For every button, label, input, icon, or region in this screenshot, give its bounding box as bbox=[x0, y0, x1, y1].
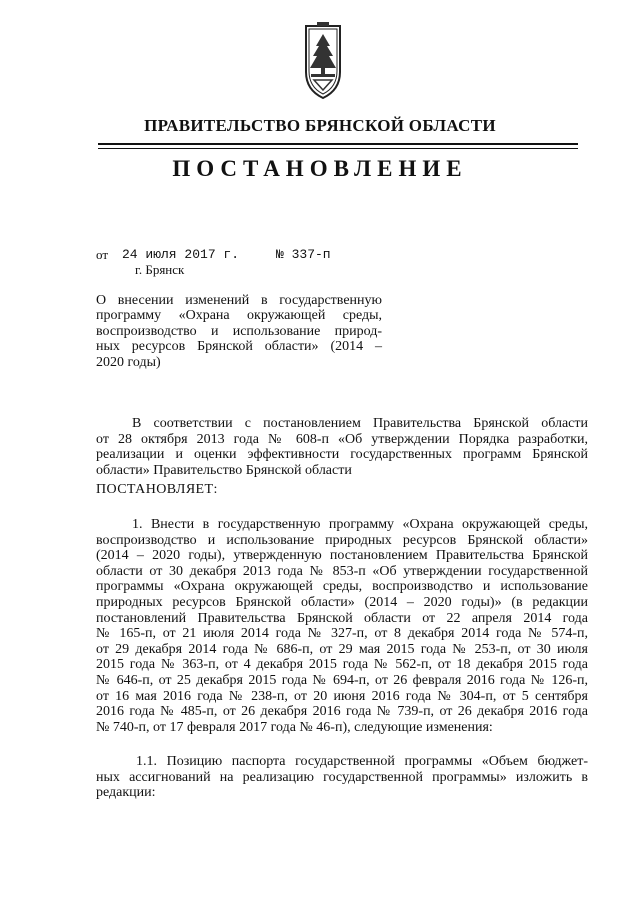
subject-line: О внесении изменений в государственную bbox=[96, 293, 382, 308]
document-date: 24 июля 2017 г. bbox=[122, 247, 240, 262]
item-1-1-paragraph bbox=[96, 754, 588, 801]
paragraph-line: области» Правительство Брянской области bbox=[96, 462, 352, 478]
document-subject bbox=[96, 293, 382, 370]
paragraph-line: постановлений Правительства Брянской области от 22 апреля 2014 года bbox=[96, 610, 588, 626]
paragraph-line: В соответствии с постановлением Правительства Брянской области bbox=[132, 416, 588, 431]
paragraph-line: 1.1. Позицию паспорта государственной программы «Объем бюджет- bbox=[136, 754, 588, 769]
paragraph-line: № 740-п, от 17 февраля 2017 года № 46-п), следующие изменения: bbox=[96, 719, 493, 735]
paragraph-line: программы «Охрана окружающей среды, воспроизводство и использование bbox=[96, 579, 588, 595]
subject-line: ных ресурсов Брянской области» (2014 – bbox=[96, 339, 382, 355]
paragraph-line: 1. Внести в государственную программу «Охрана окружающей среды, bbox=[132, 517, 588, 532]
subject-line: воспроизводство и использование природ- bbox=[96, 323, 382, 339]
paragraph-line: от 28 октября 2013 года № 608-п «Об утверждении Порядка разработки, bbox=[96, 431, 588, 447]
paragraph-line: (2014 – 2020 годы), утвержденную постановлением Правительства Брянской bbox=[96, 548, 588, 564]
paragraph-line: редакции: bbox=[96, 785, 156, 801]
item-1-paragraph bbox=[96, 517, 588, 735]
paragraph-line: ных ассигнований на реализацию государственной программы» изложить в bbox=[96, 769, 588, 785]
subject-line: программу «Охрана окружающей среды, bbox=[96, 308, 382, 324]
paragraph-line: природных ресурсов Брянской области» (2014 – 2020 годы)» (в редакции bbox=[96, 594, 588, 610]
header-rule-thin bbox=[98, 148, 578, 149]
organization-title: ПРАВИТЕЛЬСТВО БРЯНСКОЙ ОБЛАСТИ bbox=[144, 116, 496, 135]
paragraph-line: от 29 декабря 2014 года № 686-п, от 29 мая 2015 года № 253-п, от 30 июля bbox=[96, 641, 588, 657]
city: г. Брянск bbox=[135, 262, 185, 277]
paragraph-line: № 646-п, от 25 декабря 2015 года № 694-п, от 26 февраля 2016 года № 126-п, bbox=[96, 672, 588, 688]
paragraph-line: воспроизводство и использование природных ресурсов Брянской области» bbox=[96, 532, 588, 548]
preamble-paragraph bbox=[96, 416, 588, 478]
paragraph-line: № 165-п, от 21 июля 2014 года № 327-п, от 8 декабря 2014 года № 574-п, bbox=[96, 626, 588, 642]
paragraph-line: от 16 мая 2016 года № 238-п, от 20 июня 2016 года № 304-п, от 5 сентября bbox=[96, 688, 588, 704]
paragraph-line: 2015 года № 363-п, от 4 декабря 2015 года № 562-п, от 18 декабря 2015 года bbox=[96, 657, 588, 673]
paragraph-line: 2016 года № 485-п, от 26 декабря 2016 года № 739-п, от 26 декабря 2016 года bbox=[96, 704, 588, 720]
document-number: № 337-п bbox=[276, 247, 331, 262]
subject-line: 2020 годы) bbox=[96, 354, 161, 370]
header-rule bbox=[98, 143, 578, 145]
paragraph-line: области от 30 декабря 2013 года № 853-п «Об утверждении государственной bbox=[96, 563, 588, 579]
document-type-heading: ПОСТАНОВЛЕНИЕ bbox=[172, 156, 468, 181]
from-label: от bbox=[96, 247, 109, 262]
coat-of-arms-icon bbox=[300, 22, 346, 102]
decree-word: ПОСТАНОВЛЯЕТ: bbox=[96, 482, 218, 497]
paragraph-line: реализации и оценки эффективности государственных программ Брянской bbox=[96, 447, 588, 463]
